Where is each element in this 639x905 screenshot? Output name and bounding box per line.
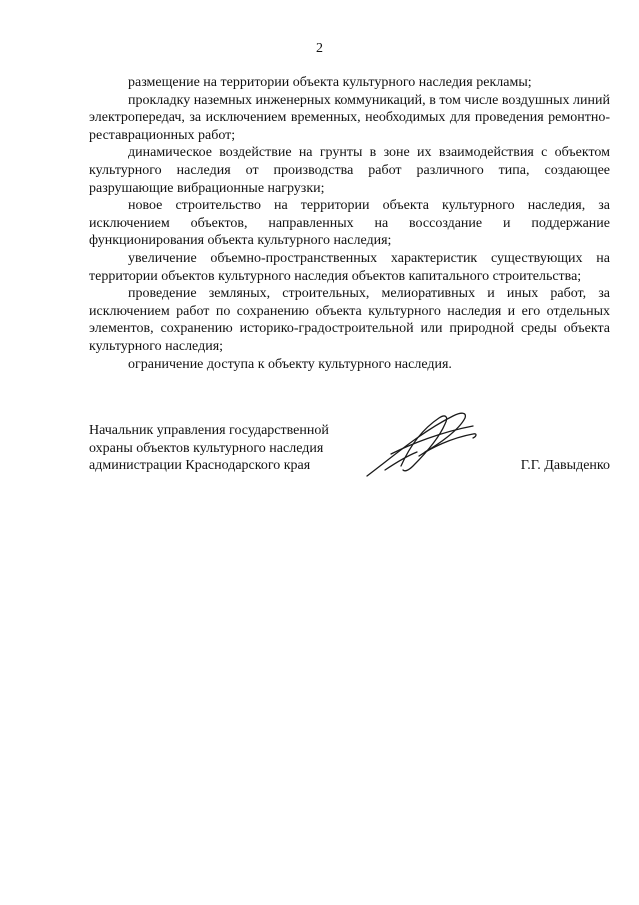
signatory-name: Г.Г. Давыденко (520, 458, 610, 473)
body-text (89, 74, 610, 373)
signatory-title-line-3: администрации Краснодарского края (89, 458, 311, 474)
signatory-title (89, 422, 379, 475)
paragraph-access-restriction: ограничение доступа к объекту культурного наследия. (128, 356, 452, 372)
signature-block (89, 422, 610, 482)
handwritten-signature-icon (361, 408, 481, 482)
signatory-title-line-1: Начальник управления государственной (89, 423, 329, 438)
paragraph-earthworks: проведение земляных, строительных, мелиоративных и иных работ, за исключением работ по сохранению объекта культурного наследия и его отдельных элементов, сохранению историко-градостроительной или природной среды объекта культурного наследия; (89, 286, 610, 354)
paragraph-volume-increase: увеличение объемно-пространственных характеристик существующих на территории объектов культурного наследия объектов капитального строительства; (89, 250, 610, 284)
signatory-title-line-2: охраны объектов культурного наследия (89, 440, 324, 456)
paragraph-new-construction: новое строительство на территории объекта культурного наследия, за исключением объектов, направленных на воссоздание и поддержание функционирования объекта культурного наследия; (89, 198, 610, 249)
page-number: 2 (316, 41, 323, 56)
paragraph-advertising: размещение на территории объекта культурного наследия рекламы; (128, 75, 532, 90)
paragraph-utilities: прокладку наземных инженерных коммуникаций, в том числе воздушных линий электропередач, за исключением временных, необходимых для проведения ремонтно-реставрационных работ; (89, 92, 610, 143)
paragraph-vibration: динамическое воздействие на грунты в зоне их взаимодействия с объектом культурного наследия от производства работ различного типа, создающее разрушающие вибрационные нагрузки; (89, 145, 610, 196)
